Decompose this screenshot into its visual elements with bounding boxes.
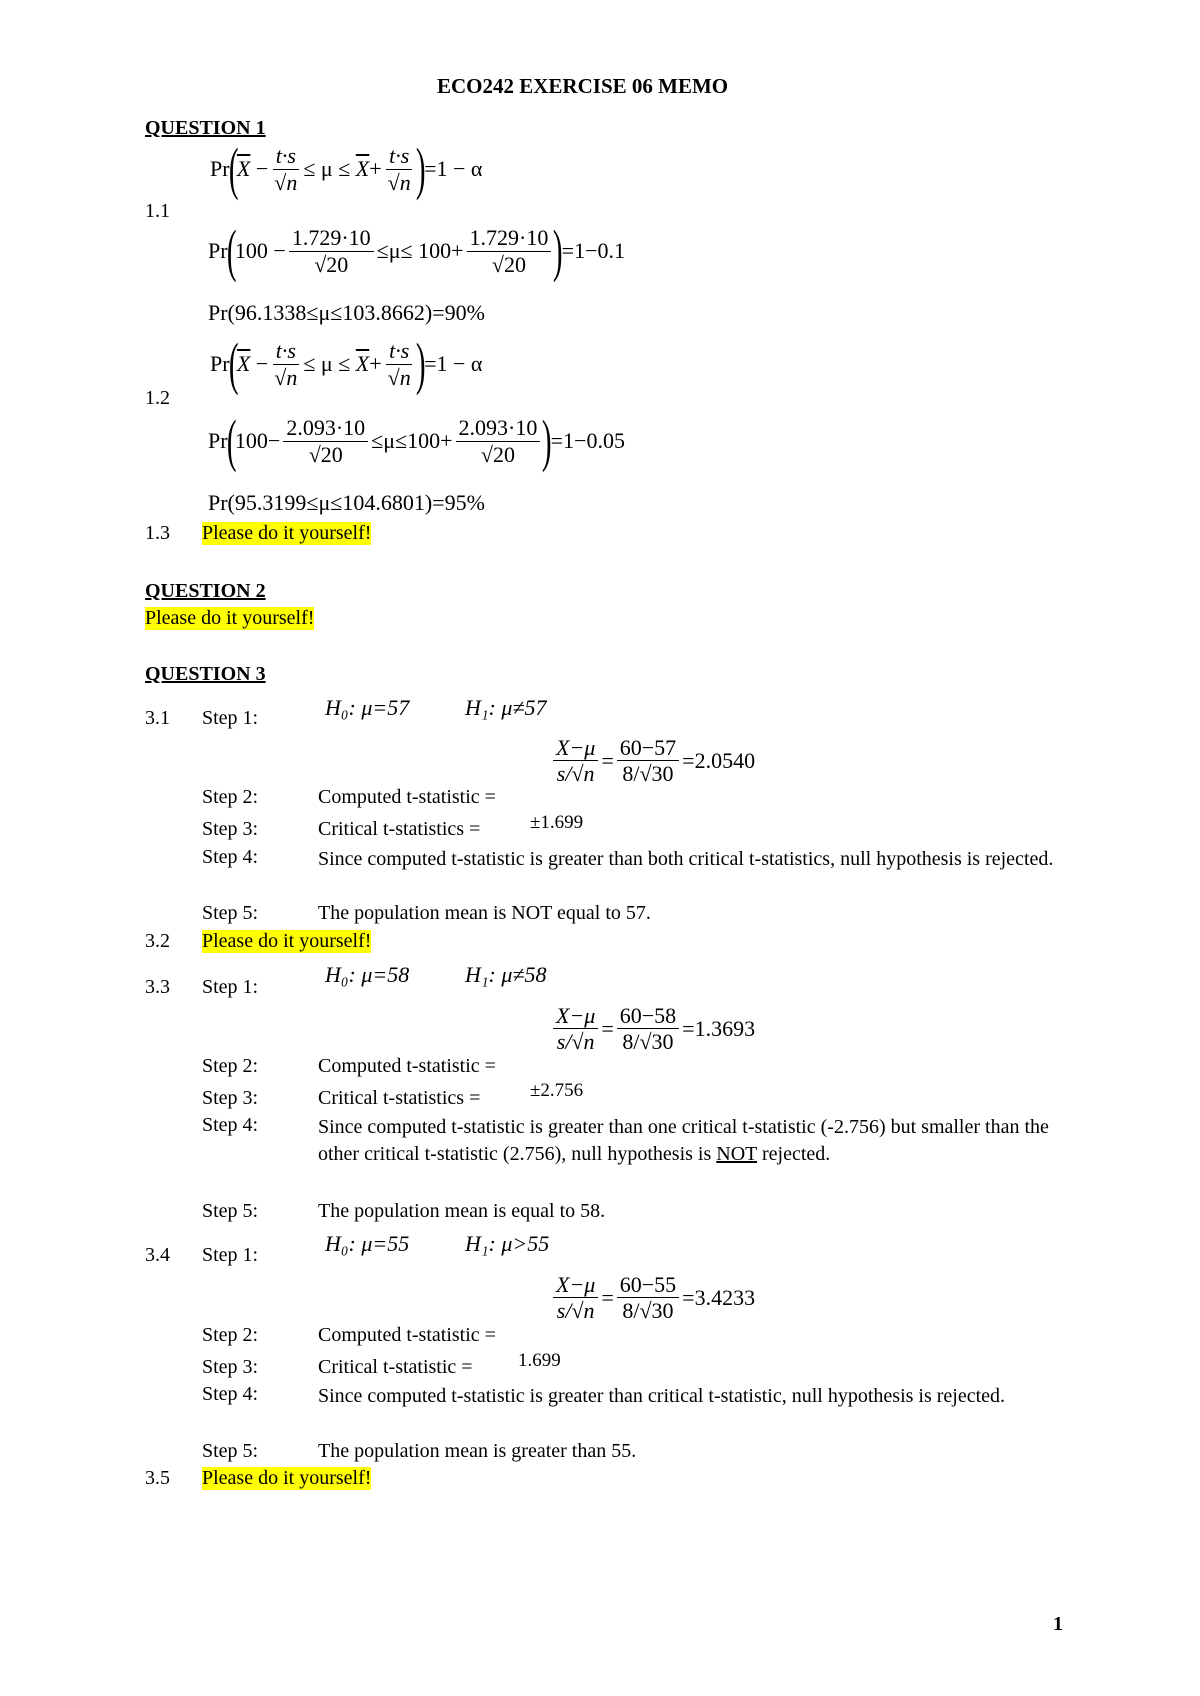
ts-num: t·s [273,143,299,169]
step3-value: ±2.756 [530,1080,584,1101]
pr-label-2: Pr [208,238,228,263]
step3-label: Step 3: [202,1087,259,1109]
n-den-2: n [399,169,411,195]
step3-text: Critical t-statistics = [318,1087,481,1109]
pr-label-4: Pr [208,428,228,453]
formula-1-1-general: Pr ( $\overline{X}$ − $\frac{t\cdot s}{√n}$ ≤ μ ≤ $\overline{X}$ + $\frac{t\cdot s}{√n}$ ) =1 − α [210,136,483,201]
item-3-1-number: 3.1 [145,707,170,729]
step2-text: Computed t-statistic = [318,786,496,808]
question-1-heading: QUESTION 1 [145,117,266,139]
item-1-1-number: 1.1 [145,200,170,222]
eq2-den-2: 20 [492,441,515,467]
step2-label: Step 2: [202,1324,259,1346]
step5-text: The population mean is greater than 55. [318,1440,637,1462]
eq1-den-2: 20 [503,251,526,277]
step5-label: Step 5: [202,902,259,924]
eq1-lower: 100 − [234,238,286,263]
tstat-den: s/√n [556,1029,595,1055]
step4-label: Step 4: [202,1114,259,1136]
ts-num-3: t·s [273,338,299,364]
eq1-rhs: =1−0.1 [561,238,625,263]
eq2-mid: ≤μ≤100+ [371,428,453,453]
question-2-heading: QUESTION 2 [145,580,266,602]
step4-text-b: rejected. [762,1143,831,1165]
step3-text: Critical t-statistic = [318,1356,473,1378]
eq1-mid: ≤μ≤ 100+ [376,238,464,263]
eq1-result: Pr(96.1338≤μ≤103.8662)=90% [208,300,485,325]
tstat-num: X−μ [553,1003,598,1029]
step4-label: Step 4: [202,846,259,868]
formula-1-2-general: Pr ( $\overline{X}$ − $\frac{t\cdot s}{√n}$ ≤ μ ≤ $\overline{X}$ + $\frac{t\cdot s}{√n}$ ) =1 − α [210,331,483,396]
eq2-rhs: =1−0.05 [550,428,625,453]
step2-text: Computed t-statistic = [318,1055,496,1077]
step3-text: Critical t-statistics = [318,818,481,840]
item-3-2-text: Please do it yourself! [202,930,372,952]
step2-label: Step 2: [202,786,259,808]
rhs-general: =1 − α [424,156,483,181]
leq-mu-leq: ≤ μ ≤ [303,156,351,181]
step4-not: NOT [716,1143,758,1165]
step1-label: Step 1: [202,1244,259,1266]
question-3-heading: QUESTION 3 [145,663,266,685]
tstat-num: X−μ [553,735,598,761]
tstat-result: =3.4233 [682,1284,756,1310]
n-den-3: n [286,364,298,390]
page-title: ECO242 EXERCISE 06 MEMO [437,74,729,98]
tstat-den: s/√n [556,761,595,787]
question-2-text: Please do it yourself! [145,607,315,629]
item-3-5-text: Please do it yourself! [202,1467,372,1489]
h1-3-4: H₁: μ>55 [465,1231,550,1256]
step5-label: Step 5: [202,1200,259,1222]
item-1-3-text: Please do it yourself! [202,522,372,544]
ts-num-4: t·s [386,338,412,364]
tstat-formula-3-3: $\frac{X-\mu}{s/√n}$ = $\frac{60-58}{8/√30}$ =1.3693 [550,1003,755,1055]
rhs-general-2: =1 − α [424,351,483,376]
leq-mu-leq-2: ≤ μ ≤ [303,351,351,376]
step3-value: ±1.699 [530,812,584,833]
tstat-val-den: 8/√30 [622,761,674,787]
step5-text: The population mean is NOT equal to 57. [318,902,651,924]
eq1-num: 1.729·10 [289,225,374,251]
tstat-formula-3-1: $\frac{X-\mu}{s/√n}$ = $\frac{60-57}{8/√30}$ =2.0540 [550,735,755,787]
step5-label: Step 5: [202,1440,259,1462]
eq2-lower: 100− [234,428,281,453]
step1-label: Step 1: [202,707,259,729]
formula-1-1-numeric: Pr ( 100 − $\frac{1.729\cdot 10}{√20}$ ≤μ≤ 100+ $\frac{1.729\cdot 10}{√20}$ ) =1−0.1 [208,218,625,283]
step4-text: Since computed t-statistic is greater than both critical t-statistics, null hypothesis is rejected. [318,848,1054,870]
ts-num-2: t·s [386,143,412,169]
xbar-2: $\overline{X}$ [355,156,370,181]
page-number: 1 [1053,1613,1063,1635]
tstat-val-num: 60−55 [617,1272,679,1298]
xbar-4: $\overline{X}$ [355,351,370,376]
tstat-val-den: 8/√30 [622,1298,674,1324]
tstat-result: =1.3693 [682,1015,756,1041]
step4-text: Since computed t-statistic is greater than critical t-statistic, null hypothesis is rejected. [318,1385,1006,1407]
step2-label: Step 2: [202,1055,259,1077]
step4-text [318,1114,1058,1168]
n-den-4: n [399,364,411,390]
step3-value: 1.699 [518,1350,561,1371]
tstat-den: s/√n [556,1298,595,1324]
h0-3-4: H₀: μ=55 [325,1231,410,1256]
tstat-val-num: 60−58 [617,1003,679,1029]
tstat-result: =2.0540 [682,747,756,773]
eq1-den: 20 [326,251,349,277]
n-den: n [286,169,298,195]
eq2-den: 20 [320,441,343,467]
item-3-4-number: 3.4 [145,1244,170,1266]
step4-text-a: Since computed t-statistic is greater than one critical t-statistic (-2.756) but smaller than the other critical t-statistic (2.756), null hypothesis is [318,1116,1049,1165]
step4-label: Step 4: [202,1383,259,1405]
h0-3-3: H₀: μ=58 [325,962,410,987]
step5-text: The population mean is equal to 58. [318,1200,606,1222]
eq2-result: Pr(95.3199≤μ≤104.6801)=95% [208,490,485,515]
pr-label: Pr [210,156,230,181]
step2-text: Computed t-statistic = [318,1324,496,1346]
item-1-3-number: 1.3 [145,522,170,544]
eq2-num-2: 2.093·10 [456,415,541,441]
pr-label-3: Pr [210,351,230,376]
formula-1-2-numeric: Pr ( 100− $\frac{2.093\cdot 10}{√20}$ ≤μ≤100+ $\frac{2.093\cdot 10}{√20}$ ) =1−0.05 [208,408,625,473]
eq2-num: 2.093·10 [283,415,368,441]
eq1-num-2: 1.729·10 [467,225,552,251]
xbar: $\overline{X}$ [236,156,251,181]
xbar-3: $\overline{X}$ [236,351,251,376]
tstat-val-den: 8/√30 [622,1029,674,1055]
step1-label: Step 1: [202,976,259,998]
step3-label: Step 3: [202,1356,259,1378]
step3-label: Step 3: [202,818,259,840]
tstat-formula-3-4: $\frac{X-\mu}{s/√n}$ = $\frac{60-55}{8/√30}$ =3.4233 [550,1272,755,1324]
item-3-2-number: 3.2 [145,930,170,952]
tstat-val-num: 60−57 [617,735,679,761]
h1-3-1: H₁: μ≠57 [465,695,547,720]
h0-3-1: H₀: μ=57 [325,695,410,720]
h1-3-3: H₁: μ≠58 [465,962,547,987]
tstat-num: X−μ [553,1272,598,1298]
item-3-3-number: 3.3 [145,976,170,998]
item-1-2-number: 1.2 [145,387,170,409]
item-3-5-number: 3.5 [145,1467,170,1489]
